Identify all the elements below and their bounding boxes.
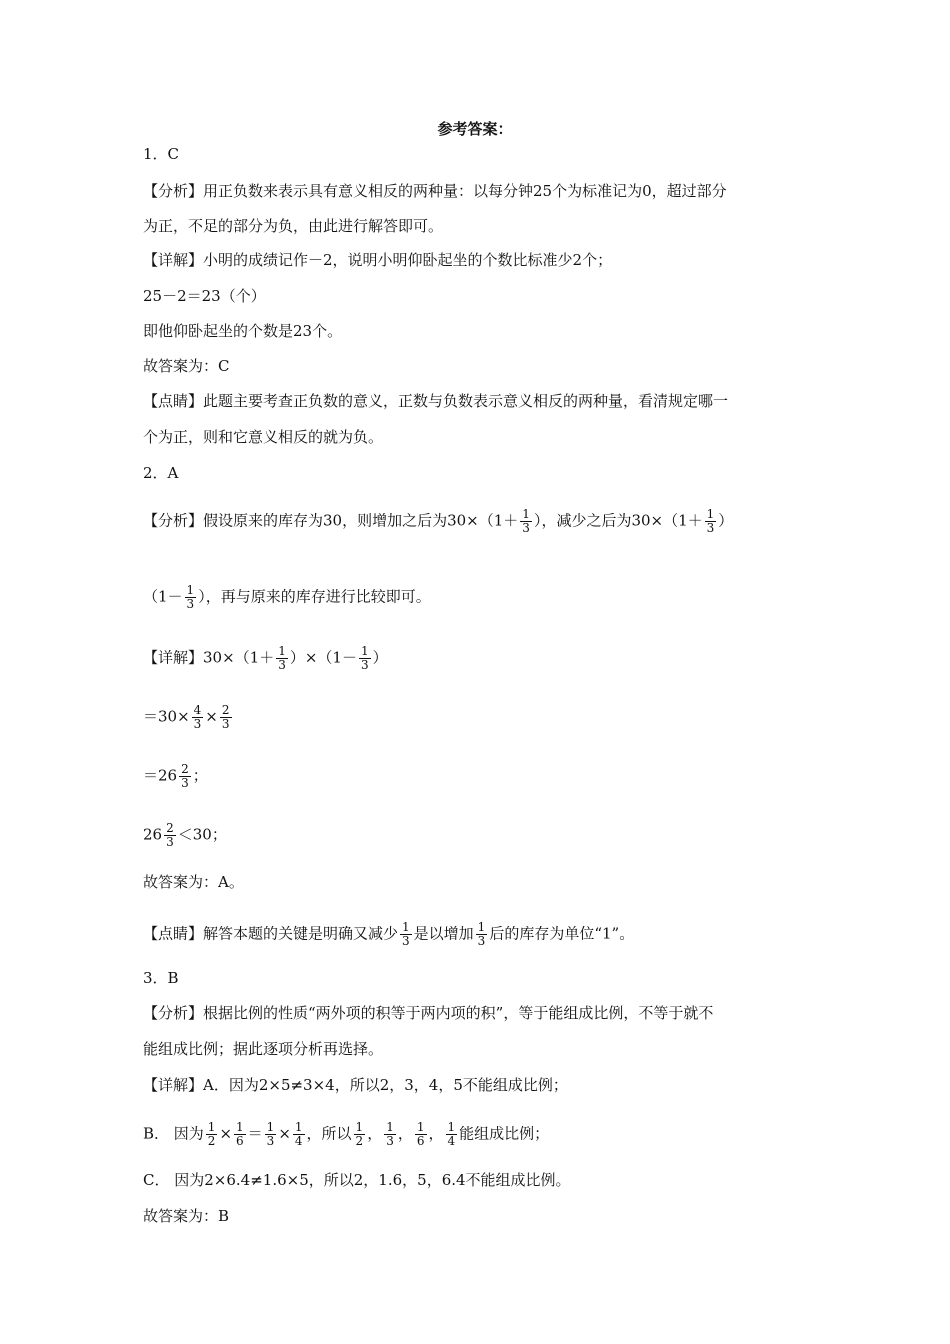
denominator: 3 [166, 835, 174, 849]
text: × [205, 707, 218, 726]
text: ，所以 [306, 1124, 352, 1143]
numerator: 4 [193, 703, 202, 717]
fraction-two-thirds [164, 822, 176, 849]
denominator: 3 [706, 521, 715, 535]
denominator: 3 [278, 658, 286, 672]
numerator: 2 [181, 762, 189, 776]
q2-step2 [143, 763, 208, 790]
text: （1－ [143, 587, 183, 606]
fraction-four-thirds [192, 704, 204, 731]
q2-analysis-line1 [143, 508, 733, 535]
numerator: 1 [236, 1120, 244, 1134]
fraction-one-third [185, 584, 197, 611]
fraction-one-third [520, 508, 532, 535]
fraction-two-thirds [220, 704, 232, 731]
text: ） [372, 648, 388, 667]
q1-comment-line2: 个为正，则和它意义相反的就为负。 [143, 428, 384, 446]
q2-analysis-line2 [143, 584, 431, 611]
denominator: 3 [522, 521, 530, 535]
q2-head: 2．A [143, 464, 179, 482]
text: ），减少之后为30×（1＋ [533, 511, 703, 530]
q2-comment [143, 921, 634, 948]
q3-detail-b [143, 1121, 549, 1148]
fraction-one-third [400, 921, 412, 948]
fraction-one-sixth [234, 1121, 246, 1148]
fraction-one-third [384, 1121, 396, 1148]
q3-detail-a: 【详解】A．因为2×5≠3×4，所以2，3，4，5不能组成比例； [143, 1076, 568, 1094]
text: ＝30× [143, 707, 190, 726]
q1-detail-line1: 【详解】小明的成绩记作－2，说明小明仰卧起坐的个数比标准少2个； [143, 251, 613, 269]
q1-analysis-line2: 为正，不足的部分为负，由此进行解答即可。 [143, 217, 444, 235]
q2-detail-line1 [143, 645, 388, 672]
page-title: 参考答案： [437, 120, 513, 138]
fraction-one-quarter [446, 1121, 458, 1148]
denominator: 3 [360, 658, 369, 672]
fraction-one-third [359, 645, 371, 672]
q2-step3 [143, 822, 227, 849]
q2-step1 [143, 704, 234, 731]
numerator: 1 [266, 1120, 275, 1134]
text: B． 因为 [143, 1124, 204, 1143]
fraction-one-third [476, 921, 488, 948]
fraction-one-sixth [415, 1121, 427, 1148]
fraction-one-half [354, 1121, 366, 1148]
numerator: 1 [522, 507, 530, 521]
fraction-one-half [206, 1121, 218, 1148]
denominator: 3 [402, 934, 410, 948]
numerator: 2 [166, 821, 174, 835]
q1-analysis-line1: 【分析】用正负数来表示具有意义相反的两种量：以每分钟25个为标准记为0，超过部分 [143, 182, 727, 200]
text: × [219, 1124, 233, 1143]
numerator: 2 [221, 703, 230, 717]
numerator: 1 [706, 507, 715, 521]
text: ＜30； [177, 825, 227, 844]
numerator: 1 [278, 644, 286, 658]
denominator: 3 [186, 597, 195, 611]
denominator: 6 [416, 1134, 425, 1148]
numerator: 1 [402, 920, 410, 934]
numerator: 1 [386, 1120, 394, 1134]
text: ＝ [247, 1124, 263, 1143]
text: 【点睛】解答本题的关键是明确又减少 [143, 924, 399, 943]
text: 【分析】假设原来的库存为30，则增加之后为30×（1＋ [143, 511, 519, 530]
q1-detail-line2: 25－2＝23（个） [143, 287, 266, 305]
text: 后的库存为单位“1”。 [489, 924, 635, 943]
denominator: 4 [294, 1134, 303, 1148]
text: 【详解】30×（1＋ [143, 648, 275, 667]
q3-analysis-line2: 能组成比例；据此逐项分析再选择。 [143, 1040, 384, 1058]
text: ； [192, 766, 208, 785]
denominator: 3 [181, 776, 189, 790]
text: ）×（1－ [289, 648, 357, 667]
denominator: 3 [266, 1134, 275, 1148]
denominator: 4 [447, 1134, 456, 1148]
q1-detail-line3: 即他仰卧起坐的个数是23个。 [143, 322, 343, 340]
numerator: 1 [447, 1120, 456, 1134]
fraction-one-third [276, 645, 288, 672]
q3-analysis-line1: 【分析】根据比例的性质“两外项的积等于两内项的积”，等于能组成比例，不等于就不 [143, 1004, 714, 1022]
fraction-one-quarter [293, 1121, 305, 1148]
numerator: 1 [207, 1120, 216, 1134]
denominator: 3 [193, 717, 202, 731]
text: 26 [143, 825, 163, 844]
text: ， [428, 1124, 444, 1143]
numerator: 1 [294, 1120, 303, 1134]
denominator: 3 [386, 1134, 394, 1148]
denominator: 2 [207, 1134, 216, 1148]
numerator: 1 [186, 583, 195, 597]
q3-detail-c: C． 因为2×6.4≠1.6×5，所以2，1.6，5，6.4不能组成比例。 [143, 1171, 571, 1189]
numerator: 1 [416, 1120, 425, 1134]
text: × [278, 1124, 291, 1143]
q3-answer: 故答案为：B [143, 1207, 230, 1225]
denominator: 3 [477, 934, 486, 948]
text: ），再与原来的库存进行比较即可。 [198, 587, 431, 606]
fraction-one-third [705, 508, 717, 535]
q1-answer: 故答案为：C [143, 357, 230, 375]
numerator: 1 [477, 920, 486, 934]
denominator: 3 [221, 717, 230, 731]
q3-head: 3．B [143, 969, 179, 987]
numerator: 1 [355, 1120, 364, 1134]
q2-answer: 故答案为：A。 [143, 873, 244, 891]
text: ， [397, 1124, 413, 1143]
text: ＝26 [143, 766, 178, 785]
q1-head: 1．C [143, 145, 180, 163]
q1-comment-line1: 【点睛】此题主要考查正负数的意义，正数与负数表示意义相反的两种量，看清规定哪一 [143, 392, 729, 410]
text: 是以增加 [413, 924, 474, 943]
fraction-two-thirds [179, 763, 191, 790]
numerator: 1 [360, 644, 369, 658]
text: ） [718, 511, 734, 530]
text: 能组成比例； [459, 1124, 550, 1143]
text: ， [367, 1124, 383, 1143]
denominator: 6 [236, 1134, 244, 1148]
denominator: 2 [355, 1134, 364, 1148]
fraction-one-third [265, 1121, 277, 1148]
